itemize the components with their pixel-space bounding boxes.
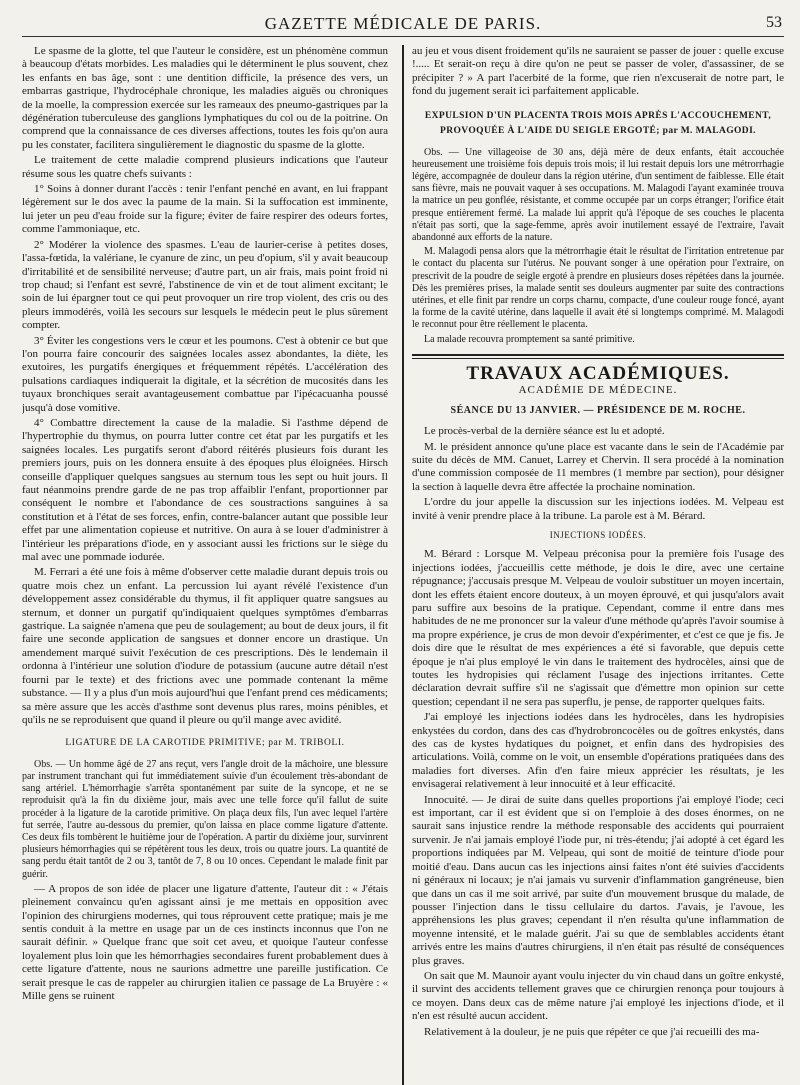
academy-title: ACADÉMIE DE MÉDECINE. [518, 384, 678, 397]
article-columns [22, 45, 784, 1085]
section-title: TRAVAUX ACADÉMIQUES. [466, 362, 730, 384]
left-column [22, 45, 396, 1085]
section-heading: LIGATURE DE LA CAROTIDE PRIMITIVE; par M. TRIBOLI. [65, 738, 345, 749]
paragraph: L'ordre du jour appelle la discussion sur les injections iodées. M. Velpeau est invité à venir prendre place à la tribune. La parole est à M. Bérard. [412, 496, 784, 522]
paragraph: au jeu et vous disent froidement qu'ils ne sauraient se passer de jouer : quelle excuse !..... Et serait-on reçu à dire qu'on ne peut se passer de voler, d'assassiner, de se précipiter ? » A part l'acerbité de la forme, que rien n'excuserait de notre part, le fond du jugement serait ici parfaitement applicable. [412, 45, 784, 98]
paragraph: Le procès-verbal de la dernière séance est lu et adopté. [424, 425, 665, 438]
page-number: 53 [766, 14, 782, 31]
observation-paragraph: Obs. — Un homme âgé de 27 ans reçut, vers l'angle droit de la mâchoire, une blessure par instrument tranchant qui fut immédiatement suivie d'un écoulement très-abondant de sang artériel. L'hémorrhagie s'arrêta spontanément par suite de la syncope, et ne se reproduisit qu'à la fin du dixième jour, mais avec une telle force qu'il fallut de suite procéder à la ligature de la carotide primitive. On plaça deux fils, l'un avec lequel l'artère fut serrée, l'autre au-dessous du premier, qu'on laissa en place comme ligature d'attente. Ces deux fils tombèrent le huitième jour de l'opération. A partir du dixième jour, survinrent plusieurs hémorrhagies qui se répétèrent tous les deux, trois ou quatre jours. La quantité de sang perdu était tantôt de 2 ou 3, tantôt de 7, 8 ou 10 onces. Cependant le malade finit par guérir. [22, 758, 388, 880]
right-column [410, 45, 784, 1085]
session-heading: SÉANCE DU 13 JANVIER. — PRÉSIDENCE DE M. ROCHE. [450, 404, 746, 416]
paragraph: J'ai employé les injections iodées dans les hydrocèles, dans les hydropisies enkystées du cordon, dans des cas d'hydrobroncocèles ou de goîtres enkystés, dans des cas de kystes hydatiques du poignet, et enfin dans des hydropisies des articulations. Voilà, comme on le voit, un ensemble d'opérations pratiquées dans des maladies fort diverses. Afin d'en faire mieux apprécier les résultats, je les envisagerai relativement à leur innocuité et à leur efficacité. [412, 711, 784, 791]
paragraph: 3° Éviter les congestions vers le cœur et les poumons. C'est à obtenir ce but que l'on pourra faire concourir des saignées locales assez abondantes, la diète, les exutoires, les purgatifs énergiques et fréquemment répétés. L'accélération des pulsations cardiaques indiquerait la digitale, et la sécrétion de mucosités dans les tuyaux bronchiques serait avantageusement combattue par l'ipécacuanha poussé jusqu'à dose vomitive. [22, 334, 388, 414]
page-header [22, 10, 784, 37]
paragraph: M. Malagodi pensa alors que la métrorrhagie était le résultat de l'irritation entretenue par le contact du placenta sur l'utérus. Ne pouvant songer à une opération pour l'extraire, on prescrivit de la poudre de seigle ergoté à prendre en plusieurs doses répétées dans la journée. Dès les premières prises, la malade sentit ses douleurs augmenter par suite des contractions utérines, et elle finit par rendre un corps charnu, compacte, d'une couleur rouge foncé, ayant la forme de la cavité utérine, dans laquelle il avait été si longtemps comprimé. M. Malagodi le reconnut pour être réellement le placenta. [412, 246, 784, 331]
paragraph: La malade recouvra promptement sa santé primitive. [424, 333, 635, 345]
paragraph: 4° Combattre directement la cause de la maladie. Si l'asthme dépend de l'hypertrophie du thymus, on pourra lutter contre cet état par les purgatifs et les saignées locales. Les purgatifs seront d'abord réitérés plusieurs fois durant les premiers jours, puis on les donnera ensuite à des époques plus éloignées. Hirsch conseille d'appliquer quelques sangsues au sternum tous les sept ou huit jours. Il faut néanmoins prendre garde de ne pas trop affaiblir l'enfant, proportionner par conséquent le nombre et l'abondance de ces soustractions sanguines à sa constitution et à l'état de ses forces, enfin, contre-balancer autant que possible leur effet par une alimentation copieuse et nutritive. On aura à se louer d'administrer à l'intérieur les préparations d'iode, en y associant aussi les frictions sur le siège du mal avec une pommade iodurée. [22, 416, 388, 564]
paragraph: Relativement à la douleur, je ne puis que répéter ce que j'ai recueilli des ma- [424, 1025, 760, 1038]
section-rule [412, 354, 784, 356]
section-heading: EXPULSION D'UN PLACENTA TROIS MOIS APRÈS L'ACCOUCHEMENT, PROVOQUÉE À L'AIDE DU SEIGLE ERGOTÉ; par M. MALAGODI. [424, 110, 772, 136]
paragraph: — A propos de son idée de placer une ligature d'attente, l'auteur dit : « J'étais pleinement convaincu qu'en agissant ainsi je me mettais en opposition avec l'opinion des chirurgiens modernes, qui tous réprouvent cette pratique; mais je me sentis conduit à la mettre en usage par un de ces instincts inconnus que l'on ne saurait définir. » Quelque franc que soit cet aveu, et quoique l'auteur confesse loyalement plus loin que les hémorrhagies secondaires furent probablement dues à cette ligature d'attente, nous ne saurions admettre une pareille justification. Ce serait presque le cas de rappeler au chirurgien italien ce passage de La Bruyère : « Mille gens se ruinent [22, 882, 388, 1002]
paragraph: M. Ferrari a été une fois à même d'observer cette maladie durant depuis trois ou quatre mois chez un enfant. La percussion lui ayant révélé l'existence d'un développement assez considérable du thymus, il fit appliquer quatre sangsues au sternum, et donner un purgatif qu'indiquaient quelques symptômes d'embarras gastrique. La saignée n'amena que peu de soulagement; au bout de deux jours, il fit faire une seconde application de sangsues et donner encore un drastique. Un amendement marqué suivit l'exécution de ces prescriptions. Dès le lendemain il ordonna à l'intérieur une solution d'iodure de potassium (aucune autre détail n'est fourni par le texte) et des frictions avec une pommade contenant la même substance. — Il y a plus d'un mois aujourd'hui que l'enfant prend ces médicaments; sa mère assure que les accès d'asthme sont devenus plus rares, moins pénibles, et qu'ils ne se reproduisent que quand il pleure ou qu'il mange avec avidité. [22, 566, 388, 726]
paragraph: Le spasme de la glotte, tel que l'auteur le considère, est un phénomène commun à beaucoup d'états morbides. Les maladies qui le déterminent le plus souvent, chez les enfants en bas âge, sont : une dentition difficile, la présence des vers, un embarras gastrique, l'hydrocéphale chronique, les maladies aiguës ou chroniques de la moelle, la compression exercée sur les rameaux des pneumo-gastriques par la dégénération tuberculeuse des ganglions lymphatiques du col ou de la poitrine. On comprend que la connaissance de ces diverses affections, toutes les fois qu'on aura pu les constater, facilitera singulièrement le diagnostic du spasme de la glotte. [22, 45, 388, 151]
paragraph: 2° Modérer la violence des spasmes. L'eau de laurier-cerise à petites doses, l'assa-fœtida, la valériane, le cyanure de zinc, un peu d'opium, s'il y avait beaucoup d'irritabilité et de sensibilité nerveuse; d'autre part, un air frais, mais point froid ni trop chaud; si l'enfant est sevré, l'abstinence de vin et de tout aliment excitant; le soin de lui épargner tout ce qui peut provoquer un rire trop violent, des cris ou des pleurs immodérés, voilà les secours sur lesquels le médecin peut le plus sûrement compter. [22, 238, 388, 332]
paragraph: Le traitement de cette maladie comprend plusieurs indications que l'auteur résume sous les quatre chefs suivants : [22, 154, 388, 180]
paragraph: Innocuité. — Je dirai de suite dans quelles proportions j'ai employé l'iode; ceci est important, car il est évident que si on l'emploie à des doses énormes, on ne saurait sans injustice rendre la méthode responsable des accidents qui pourraient survenir. Je n'ai jamais employé l'iode pur, ni très-étendu; j'ai adopté à cet égard les proportions indiquées par M. Velpeau, qui sont de moitié de teinture d'iode pour moitié d'eau. Dans aucun cas les injections ainsi faites n'ont été suivies d'accidents ni généraux ni locaux; je n'ai jamais vu survenir d'inflammation gangréneuse, bien que dans un cas il me soit arrivé, par suite d'un mouvement brusque du malade, de pousser l'injection dans le tissu cellulaire du dartos. J'avais, je l'avoue, les appréhensions les plus graves; cependant il n'en résulta qu'une inflammation de moyenne intensité, et le malade guérit. J'ai su que de semblables accidents étant arrivés entre les mains d'autres chirurgiens, il n'en était pas résulté de conséquences plus graves. [412, 793, 784, 967]
column-divider [402, 45, 404, 1085]
paragraph: 1° Soins à donner durant l'accès : tenir l'enfant penché en avant, en lui frappant légèrement sur le dos avec la paume de la main. Si la suffocation est imminente, lui jeter un peu d'eau froide sur la figure; éviter de faire respirer des odeurs fortes, comme l'ammoniaque, etc. [22, 183, 388, 236]
journal-title: GAZETTE MÉDICALE DE PARIS. [264, 14, 542, 33]
paragraph: On sait que M. Maunoir ayant voulu injecter du vin chaud dans un goître enkysté, il survint des accidents tellement graves que ce chirurgien renonça pour toujours à ce moyen. Dans deux cas de même nature j'ai employé les injections d'iode, et il n'en est résulté aucun accident. [412, 969, 784, 1023]
paragraph: M. Bérard : Lorsque M. Velpeau préconisa pour la première fois l'usage des injections iodées, j'accueillis cette méthode, je dois le dire, avec une certaine répugnance; j'accusais presque M. Velpeau de vouloir substituer un moyen incertain, dont les effets étaient encore douteux, à un moyen éprouvé, et qui jusqu'alors avait paru suffire aux besoins de la pratique. Cependant, comme il entre dans mes habitudes de ne me prononcer sur la valeur d'une méthode qu'après l'avoir soumise à ma propre expérience, je crus de mon devoir d'expérimenter, et c'est ce que je fis. Je dois dire que le résultat de mes expériences a été si favorable, que depuis cette époque je n'ai plus employé le vin dans le traitement des hydrocèles, ainsi que de toutes les hydropisies qui réclament l'usage des injections irritantes. Cette déclaration devrait suffire s'il ne s'agissait que d'émettre mon opinion sur cette question; cependant il ne sera pas superflu, je pense, de rapporter quelques faits. [412, 548, 784, 708]
observation-paragraph: Obs. — Une villageoise de 30 ans, déjà mère de deux enfants, était accouchée heureusement une troisième fois depuis trois mois; il lui restait depuis lors une métrorrhagie légère, accompagnée de douleur dans la région utérine, d'un sentiment de faiblesse. Elle était sans fièvre, mais ne pouvait vaquer à ses occupations. M. Malagodi l'ayant examinée trouva la matrice un peu gonflée, résistante, et comme occupée par un corps étranger; l'orifice était presque entièrement fermé. La malade lui apprit qu'à l'époque de ses couches le placenta n'était pas sorti, que la sage-femme, après avoir inutilement essayé de l'extraire, l'avait abandonné aux efforts de la nature. [412, 146, 784, 244]
paragraph: M. le président annonce qu'une place est vacante dans le sein de l'Académie par suite du décès de MM. Canuet, Larrey et Chervin. Il sera procédé à la nomination d'une commission composée de 11 membres (1 membre par section), pour désigner la section à laquelle devra être affectée la prochaine nomination. [412, 440, 784, 493]
section-rule [412, 358, 784, 359]
subsection-heading: INJECTIONS IODÉES. [549, 529, 647, 540]
